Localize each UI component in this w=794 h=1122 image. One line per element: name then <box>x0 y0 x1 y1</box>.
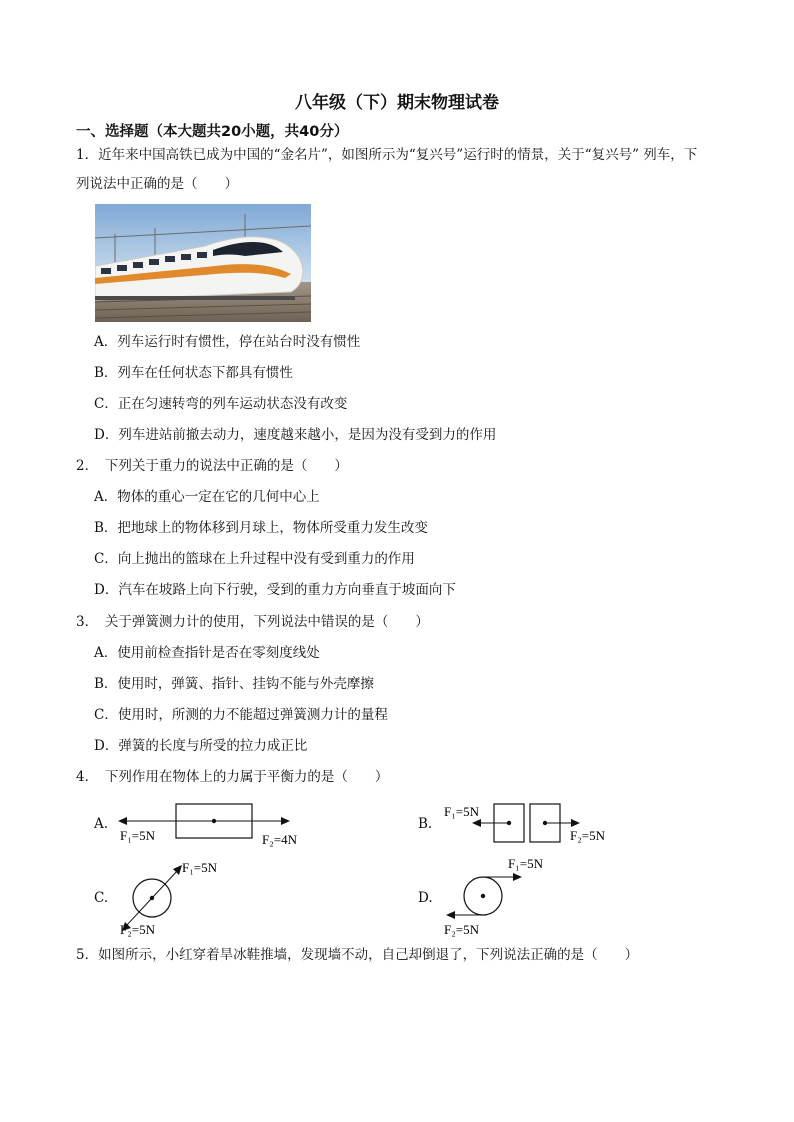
q1-option-d: D．列车进站前撤去动力，速度越来越小，是因为没有受到力的作用 <box>94 427 497 443</box>
q4-fig-b-f1: F₁=5N <box>444 804 479 819</box>
q1-stem-line1: 1．近年来中国高铁已成为中国的“金名片”，如图所示为“复兴号”运行时的情景，关于“复兴号” 列车，下 <box>76 147 698 163</box>
q4-fig-c-letter: C. <box>94 890 109 906</box>
q2-option-c: C．向上抛出的篮球在上升过程中没有受到重力的作用 <box>94 551 415 567</box>
train-photo <box>95 204 311 322</box>
q4-fig-b-f2: F₂=5N <box>570 828 605 843</box>
page-title: 八年级（下）期末物理试卷 <box>295 93 499 113</box>
q4-figure-c <box>110 854 250 940</box>
q4-fig-d-f1: F₁=5N <box>508 856 543 871</box>
q3-option-b: B．使用时，弹簧、指针、挂钩不能与外壳摩擦 <box>94 676 374 692</box>
q3-option-c: C．使用时，所测的力不能超过弹簧测力计的量程 <box>94 707 388 723</box>
q2-option-d: D．汽车在坡路上向下行驶，受到的重力方向垂直于坡面向下 <box>94 582 456 598</box>
q1-option-c: C．正在匀速转弯的列车运动状态没有改变 <box>94 396 348 412</box>
q4-fig-a-f1: F₁=5N <box>120 828 155 843</box>
q4-fig-c-f2: F₂=5N <box>120 922 155 937</box>
q1-option-b: B．列车在任何状态下都具有惯性 <box>94 365 293 381</box>
q4-fig-a-letter: A. <box>94 816 109 832</box>
q4-stem: 4． 下列作用在物体上的力属于平衡力的是（ ） <box>76 769 389 785</box>
section-heading: 一、选择题（本大题共20小题，共40分） <box>76 124 349 140</box>
q3-option-a: A．使用前检查指针是否在零刻度线处 <box>94 645 320 661</box>
q4-fig-a-f2: F₂=4N <box>262 832 297 847</box>
q2-stem: 2． 下列关于重力的说法中正确的是（ ） <box>76 458 348 474</box>
q4-fig-c-f1: F₁=5N <box>182 860 217 875</box>
q5-stem: 5．如图所示，小红穿着旱冰鞋推墙，发现墙不动，自己却倒退了，下列说法正确的是（ ） <box>76 947 639 963</box>
q4-figure-d <box>440 854 590 940</box>
train-illustration <box>95 204 311 322</box>
q4-fig-b-letter: B. <box>418 816 433 832</box>
q1-stem-line2: 列说法中正确的是（ ） <box>76 176 238 192</box>
q2-option-a: A．物体的重心一定在它的几何中心上 <box>94 489 320 505</box>
q3-option-d: D．弹簧的长度与所受的拉力成正比 <box>94 738 308 754</box>
q1-option-a: A．列车运行时有惯性，停在站台时没有惯性 <box>94 334 361 350</box>
q2-option-b: B．把地球上的物体移到月球上，物体所受重力发生改变 <box>94 520 428 536</box>
q4-fig-d-letter: D. <box>418 890 433 906</box>
q3-stem: 3． 关于弹簧测力计的使用，下列说法中错误的是（ ） <box>76 614 429 630</box>
q4-fig-d-f2: F₂=5N <box>444 922 479 937</box>
q4-figure-b <box>440 800 630 848</box>
q4-figure-a <box>110 800 320 850</box>
